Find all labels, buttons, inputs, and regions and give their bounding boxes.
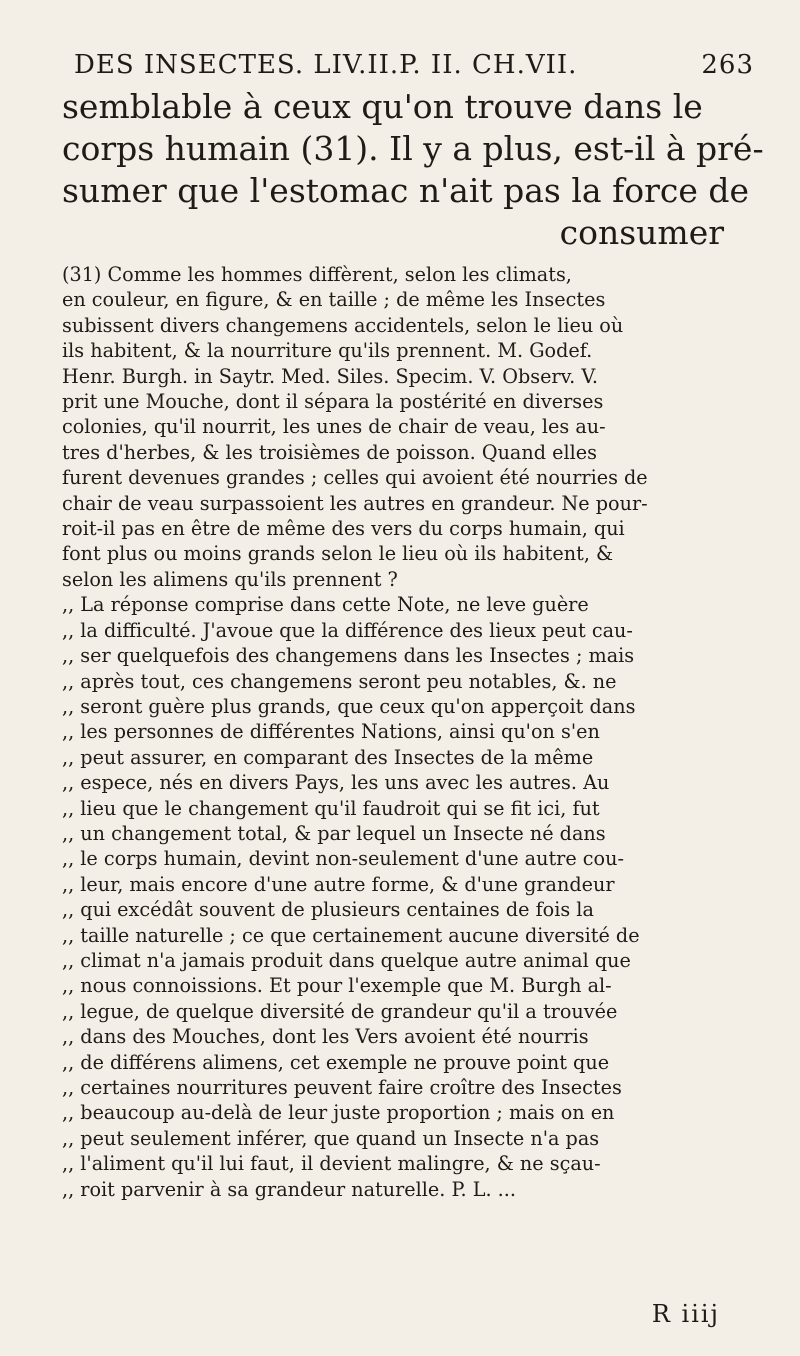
quoted-line: ,, la difficulté. J'avoue que la différence des lieux peut cau- (62, 618, 633, 642)
quoted-line: ,, climat n'a jamais produit dans quelque autre animal que (62, 948, 631, 972)
signature-mark: R iiij (651, 1300, 720, 1328)
main-text-line: corps humain (31). Il y a plus, est-il à pré- (62, 129, 764, 168)
footnote-line: (31) Comme les hommes diffèrent, selon les climats, (62, 263, 572, 286)
quoted-line: ,, dans des Mouches, dont les Vers avoient été nourris (62, 1025, 589, 1049)
quoted-line: ,, peut assurer, en comparant des Insectes de la même (62, 745, 594, 769)
footnote-line: en couleur, en figure, & en taille ; de même les Insectes (62, 288, 606, 312)
quoted-line: ,, lieu que le changement qu'il faudroit qui se fit ici, fut (62, 796, 600, 820)
quoted-line: ,, certaines nourritures peuvent faire croître des Insectes (62, 1076, 622, 1099)
footnote-line: subissent divers changemens accidentels, selon le lieu où (62, 313, 624, 337)
footnote-line: selon les alimens qu'ils prennent ? (62, 567, 398, 591)
catchword: consumer (559, 213, 724, 252)
quoted-line: ,, nous connoissions. Et pour l'exemple que M. Burgh al- (62, 974, 612, 998)
quoted-line: ,, leur, mais encore d'une autre forme, & d'une grandeur (62, 872, 615, 896)
footnote (62, 262, 748, 1202)
footnote-line: prit une Mouche, dont il sépara la postérité en diverses (62, 390, 604, 414)
quoted-line: ,, le corps humain, devint non-seulement d'une autre cou- (62, 847, 624, 871)
footnote-line: chair de veau surpassoient les autres en grandeur. Ne pour- (62, 491, 648, 515)
footnote-line: tres d'herbes, & les troisièmes de poisson. Quand elles (62, 440, 597, 464)
footnote-line: furent devenues grandes ; celles qui avoient été nourries de (62, 466, 648, 490)
quoted-line: ,, l'aliment qu'il lui faut, il devient malingre, & ne sçau- (62, 1152, 601, 1176)
footnote-line: font plus ou moins grands selon le lieu où ils habitent, & (62, 542, 614, 566)
quoted-line: ,, beaucoup au-delà de leur juste proportion ; mais on en (62, 1101, 615, 1125)
quoted-line: ,, ser quelquefois des changemens dans les Insectes ; mais (62, 644, 635, 668)
footnote-line: roit-il pas en être de même des vers du corps humain, qui (62, 517, 625, 541)
quoted-line: ,, les personnes de différentes Nations, ainsi qu'on s'en (62, 720, 600, 744)
footnote-line: Henr. Burgh. in Saytr. Med. Siles. Specim. V. Observ. V. (62, 364, 598, 388)
quoted-line: ,, legue, de quelque diversité de grandeur qu'il a trouvée (62, 999, 618, 1023)
running-head (74, 50, 754, 80)
quoted-line: ,, de différens alimens, cet exemple ne prouve point que (62, 1050, 610, 1074)
quoted-line: ,, espece, nés en divers Pays, les uns avec les autres. Au (62, 771, 610, 795)
quoted-line: ,, roit parvenir à sa grandeur naturelle. P. L. ... (62, 1177, 516, 1201)
quoted-line: ,, seront guère plus grands, que ceux qu'on apperçoit dans (62, 694, 636, 718)
footnote-line: colonies, qu'il nourrit, les unes de chair de veau, les au- (62, 415, 606, 439)
main-text-line: semblable à ceux qu'on trouve dans le (62, 87, 703, 126)
quoted-line: ,, après tout, ces changemens seront peu notables, &. ne (62, 669, 617, 693)
main-text (62, 86, 764, 254)
quoted-line: ,, La réponse comprise dans cette Note, ne leve guère (62, 593, 589, 617)
quoted-line: ,, qui excédât souvent de plusieurs centaines de fois la (62, 898, 594, 922)
quoted-line: ,, un changement total, & par lequel un Insecte né dans (62, 821, 606, 845)
quoted-line: ,, taille naturelle ; ce que certainement aucune diversité de (62, 923, 640, 947)
page-number: 263 (701, 50, 754, 80)
footnote-line: ils habitent, & la nourriture qu'ils prennent. M. Godef. (62, 339, 593, 363)
main-text-line: sumer que l'estomac n'ait pas la force de (62, 171, 750, 210)
running-head-title: DES INSECTES. LIV.II.P. II. CH.VII. (74, 50, 578, 80)
quoted-line: ,, peut seulement inférer, que quand un Insecte n'a pas (62, 1126, 600, 1150)
